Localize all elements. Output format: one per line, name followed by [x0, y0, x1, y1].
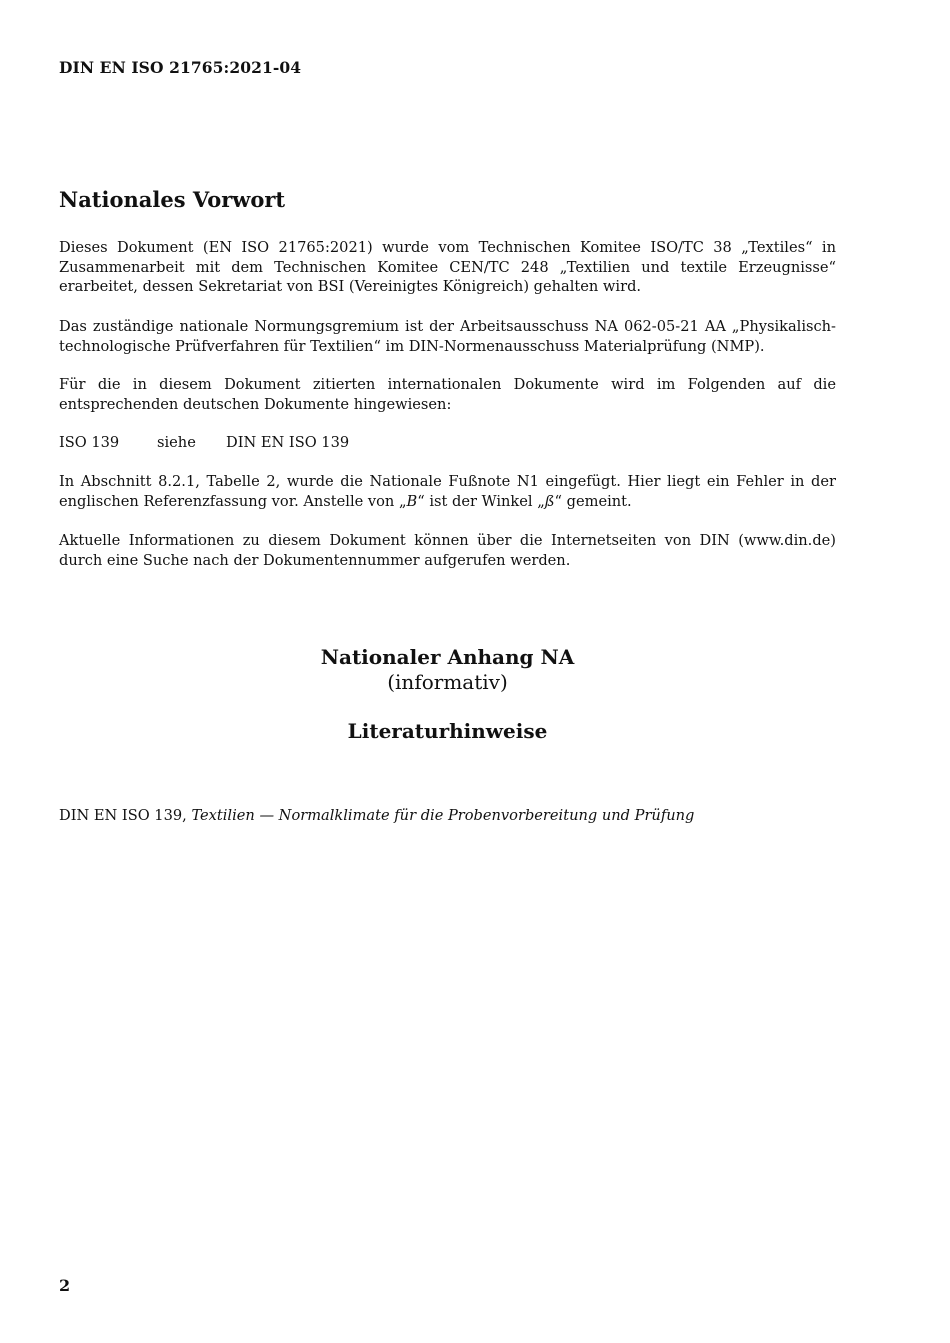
foreword-paragraph-3: Für die in diesem Dokument zitierten internationalen Dokumente wird im Folgenden auf die entsprechenden deutschen Dokumente hingewiesen:	[59, 376, 836, 413]
foreword-paragraph-erratum	[59, 472, 836, 511]
document-reference-header: DIN EN ISO 21765:2021-04	[59, 58, 302, 77]
bibliography-reference: DIN EN ISO 139,	[59, 807, 192, 824]
reference-relation: siehe	[157, 434, 196, 451]
foreword-paragraph-2: Das zuständige nationale Normungsgremium ist der Arbeitsausschuss NA 062-05-21 AA „Physikalisch-technologische Prüfverfahren für Textilien“ im DIN-Normenausschuss Materialprüfung (NMP).	[59, 318, 836, 355]
foreword-paragraph-1: Dieses Dokument (EN ISO 21765:2021) wurde vom Technischen Komitee ISO/TC 38 „Textiles“ in Zusammenarbeit mit dem Technischen Komitee CEN/TC 248 „Textilien und textile Erzeugnisse“ erarbeitet, dessen Sekretariat von BSI (Vereinigtes Königreich) gehalten wird.	[59, 239, 836, 296]
bibliography-entry	[59, 806, 694, 826]
international-document: ISO 139	[59, 434, 120, 451]
erratum-text-2: “ ist der Winkel „	[417, 492, 545, 510]
annex-title: Nationaler Anhang NA	[320, 645, 575, 669]
bibliography-title: Textilien — Normalklimate für die Probenvorbereitung und Prüfung	[191, 807, 695, 824]
symbol-beta: ß	[544, 492, 555, 510]
symbol-b: B	[406, 492, 418, 510]
annex-subtitle: (informativ)	[387, 670, 508, 694]
erratum-text-3: “ gemeint.	[554, 492, 632, 510]
german-document: DIN EN ISO 139	[226, 434, 350, 451]
literature-title: Literaturhinweise	[347, 719, 548, 743]
foreword-paragraph-info: Aktuelle Informationen zu diesem Dokument können über die Internetseiten von DIN (www.din.de) durch eine Suche nach der Dokumentennummer aufgerufen werden.	[59, 532, 836, 569]
page-number: 2	[59, 1276, 71, 1295]
erratum-text-1: In Abschnitt 8.2.1, Tabelle 2, wurde die Nationale Fußnote N1 eingefügt. Hier liegt ein Fehler in der englischen Referenzfassung vor. Anstelle von „	[59, 473, 836, 510]
foreword-title: Nationales Vorwort	[59, 187, 286, 212]
